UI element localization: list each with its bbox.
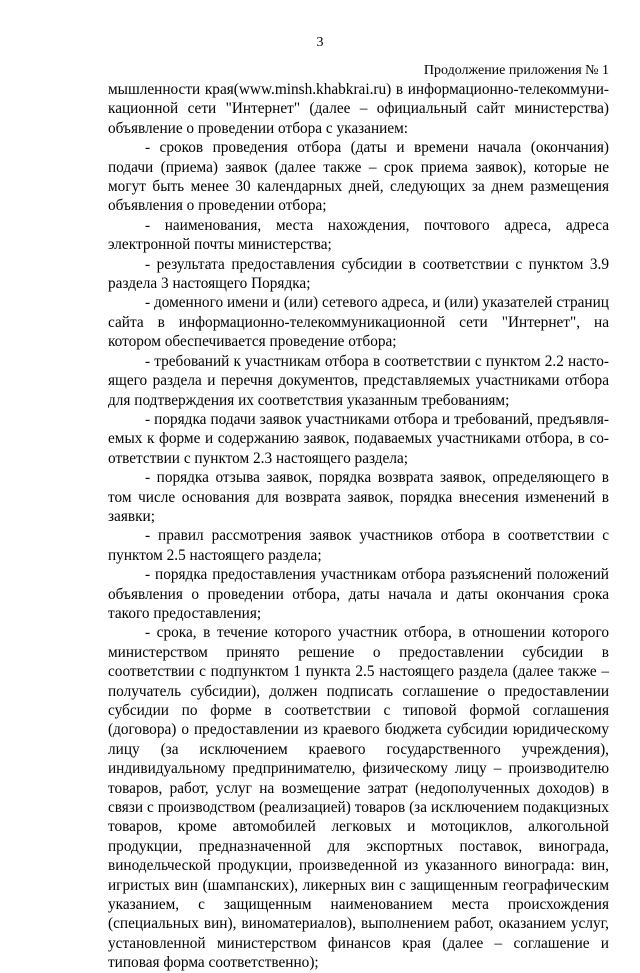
list-item-subsidy-result: - результата предоставления субсидии в соответствии с пунктом 3.9 раздела 3 настоящего Порядка;	[108, 255, 609, 293]
paragraph-intro: мышленности края(www.minsh.khabkrai.ru) в информационно-телекоммуникационной сети "Интернет" (далее – официальный сайт министерства) объявление о проведении отбора с указанием:	[108, 81, 609, 137]
list-item-clarifications: - порядка предоставления участникам отбора разъяснений положений объявления о проведении отбора, даты начала и даты окончания срока такого предоставления;	[108, 566, 609, 622]
list-item-selection-terms: - сроков проведения отбора (даты и времени начала (окончания) подачи (приема) заявок (далее также – срок приема заявок), которые не могут быть менее 30 календарных дней, следующих за днем размещения объявления о проведении отбора;	[108, 139, 609, 215]
page-number: 3	[316, 35, 324, 50]
document-body	[108, 80, 609, 973]
appendix-continuation-note: Продолжение приложения № 1	[423, 63, 609, 78]
list-item-agreement-deadline: - срока, в течение которого участник отбора, в отношении которого министерством принято решение о предоставлении субсидии в соответствии с подпунктом 1 пункта 2.5 настоящего раздела (далее также – получатель субсидии), должен подписать соглашение о предоставлении субсидии по форме в соответствии с типовой формой соглашения (договора) о предоставлении из краевого бюджета субсидии юридическому лицу (за исключением краевого государственного учреждения), индивидуальному предпринимателю, физическому лицу – производителю товаров, работ, услуг на возмещение затрат (недополученных доходов) в связи с производством (реализацией) товаров (за исключением подакцизных товаров, кроме автомобилей легковых и мотоциклов, алкогольной продукции, предназначенной для экспортных поставок, винограда, винодельческой продукции, произведенной из указанного винограда: вин, игристых вин (шампанских), ликерных вин с защищенным географическим указанием, с защищенным наименованием места происхождения (специальных вин), виноматериалов), выполнением работ, оказанием услуг, установленной министерством финансов края (далее – соглашение и типовая форма соответственно);	[108, 624, 609, 972]
list-item-application-procedure: - порядка подачи заявок участниками отбора и требований, предъявляемых к форме и содержанию заявок, подаваемых участниками отбора, в соответствии с пунктом 2.3 настоящего раздела;	[108, 410, 609, 467]
list-item-participant-requirements: - требований к участникам отбора в соответствии с пунктом 2.2 настоящего раздела и перечня документов, представляемых участниками отбора для подтверждения их соответствия указанным требованиям;	[108, 352, 609, 409]
list-item-application-withdrawal: - порядка отзыва заявок, порядка возврата заявок, определяющего в том числе основания для возврата заявок, порядка внесения изменений в заявки;	[108, 469, 609, 525]
list-item-review-rules: - правил рассмотрения заявок участников отбора в соответствии с пунктом 2.5 настоящего раздела;	[108, 527, 609, 564]
list-item-domain-name: - доменного имени и (или) сетевого адреса, и (или) указателей страниц сайта в информационно-телекоммуникационной сети "Интернет", на котором обеспечивается проведение отбора;	[108, 294, 609, 351]
list-item-ministry-contacts: - наименования, места нахождения, почтового адреса, адреса электронной почты министерства;	[108, 216, 609, 254]
